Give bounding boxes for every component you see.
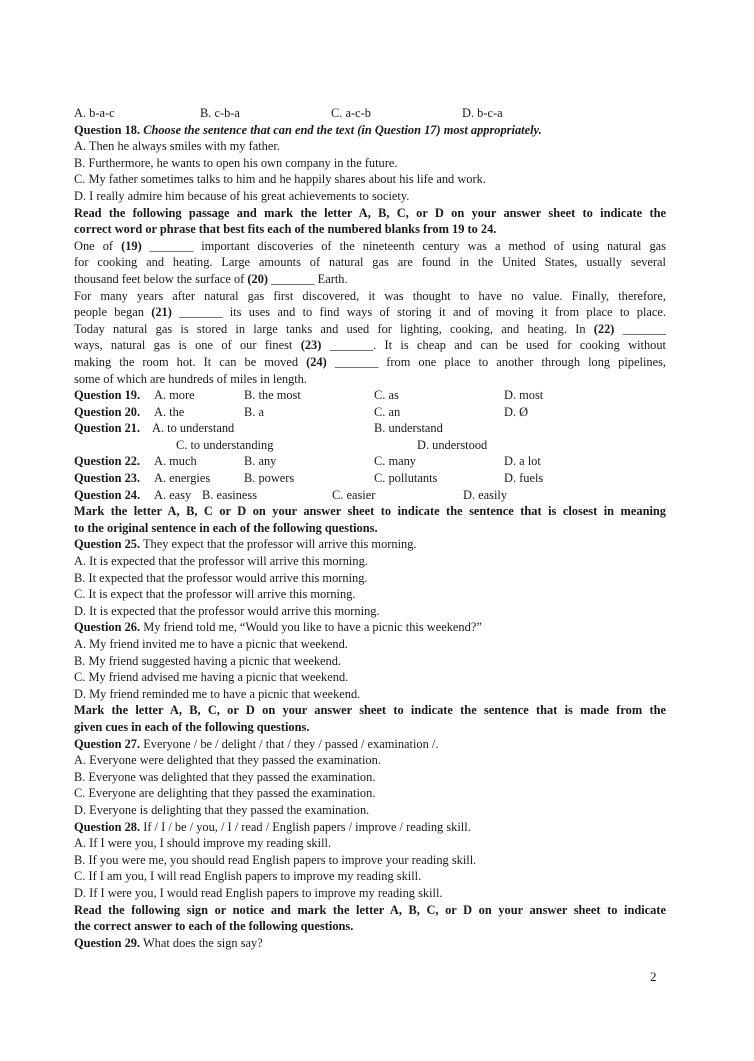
q25-option-b: B. It expected that the professor would arrive this morning. xyxy=(74,570,368,585)
blank-22-number: (22) xyxy=(593,321,615,336)
q23-row xyxy=(74,470,666,487)
passage-line-4: For many years after natural gas first discovered, it was thought to have no value. Finally, therefore, xyxy=(74,288,666,303)
q26-option-c: C. My friend advised me having a picnic that weekend. xyxy=(74,670,349,685)
passage-line-5 xyxy=(74,304,666,321)
closest-instruction-line-1: Mark the letter A, B, C or D on your answer sheet to indicate the sentence that is closest in meaning xyxy=(74,504,666,519)
q19-option-b: B. the most xyxy=(244,388,301,403)
q24-option-a: A. easy xyxy=(154,487,192,502)
q20-row xyxy=(74,404,666,421)
q22-option-a: A. much xyxy=(154,454,197,469)
passage-text: _______ Earth. xyxy=(268,271,348,286)
passage-line-1 xyxy=(74,238,666,255)
passage-line-8 xyxy=(74,354,666,371)
q26-option-b: B. My friend suggested having a picnic that weekend. xyxy=(74,653,342,668)
q18-option-d: D. I really admire him because of his great achievements to society. xyxy=(74,188,410,203)
passage-line-9: some of which are hundreds of miles in length. xyxy=(74,371,307,386)
passage-text: One of xyxy=(74,238,122,253)
q26-option-a: A. My friend invited me to have a picnic that weekend. xyxy=(74,637,348,651)
q21-row-2 xyxy=(74,437,666,454)
q17-option-b: B. c-b-a xyxy=(200,106,240,120)
passage-line-2: for cooking and heating. Large amounts of natural gas are found in the United States, usually several xyxy=(74,255,666,270)
q21-label: Question 21. xyxy=(74,421,141,436)
q26-header xyxy=(74,619,666,636)
q19-row xyxy=(74,387,666,404)
passage-instruction-line-1: Read the following passage and mark the letter A, B, C, or D on your answer sheet to indicate the xyxy=(74,205,666,220)
blank-21-number: (21) xyxy=(151,305,172,320)
q22-label: Question 22. xyxy=(74,454,141,469)
q27-stem: Everyone / be / delight / that / they / passed / examination /. xyxy=(143,736,439,751)
q20-option-d: D. Ø xyxy=(504,404,529,419)
passage-line-6 xyxy=(74,321,666,338)
q17-options xyxy=(74,105,666,122)
q25-option-c: C. It is expect that the professor will arrive this morning. xyxy=(74,587,356,602)
q26-stem: My friend told me, “Would you like to have a picnic this weekend?” xyxy=(143,620,482,635)
q20-option-a: A. the xyxy=(154,404,185,419)
q27-option-a: A. Everyone were delighted that they passed the examination. xyxy=(74,753,381,768)
q18-label: Question 18. xyxy=(74,122,141,137)
q18-header xyxy=(74,122,666,139)
q27-header xyxy=(74,736,666,753)
q18-option-c: C. My father sometimes talks to him and he happily shares about his life and work. xyxy=(74,172,486,187)
q29-stem: What does the sign say? xyxy=(142,935,263,950)
q18-option-b: B. Furthermore, he wants to open his own company in the future. xyxy=(74,155,398,170)
q28-option-a: A. If I were you, I should improve my reading skill. xyxy=(74,836,332,851)
blank-19-number: (19) xyxy=(121,238,142,253)
q25-label: Question 25. xyxy=(74,537,141,552)
q22-row xyxy=(74,453,666,470)
passage-text: making the room hot. It can be moved xyxy=(74,354,307,369)
passage-line-7 xyxy=(74,337,666,354)
q22-option-d: D. a lot xyxy=(504,454,541,469)
q20-label: Question 20. xyxy=(74,404,141,419)
q26-option-d: D. My friend reminded me to have a picnic that weekend. xyxy=(74,686,361,701)
passage-text: _______ its uses and to find ways of storing it and of moving it from place to place. xyxy=(171,305,666,320)
q21-option-a: A. to understand xyxy=(152,421,235,436)
q25-stem: They expect that the professor will arrive this morning. xyxy=(142,537,417,552)
q25-option-a: A. It is expected that the professor will arrive this morning. xyxy=(74,554,368,569)
q24-option-d: D. easily xyxy=(463,487,508,502)
q19-label: Question 19. xyxy=(74,388,141,403)
passage-line-3 xyxy=(74,271,666,288)
q19-option-d: D. most xyxy=(504,388,544,403)
q18-prompt: Choose the sentence that can end the text (in Question 17) most appropriately. xyxy=(143,122,542,137)
q29-label: Question 29. xyxy=(74,935,141,950)
q19-option-c: C. as xyxy=(374,388,399,403)
passage-text: ways, natural gas is one of our finest xyxy=(74,338,301,353)
page-number: 2 xyxy=(650,969,657,984)
blank-20-number: (20) xyxy=(247,271,269,286)
passage-text: Today natural gas is stored in large tanks and used for lighting, cooking, and heating. In xyxy=(74,321,594,336)
q27-option-c: C. Everyone are delighting that they passed the examination. xyxy=(74,786,376,801)
passage-text: _______ important discoveries of the nineteenth century was a method of using natural gas xyxy=(141,238,666,253)
closest-instruction-line-2: to the original sentence in each of the following questions. xyxy=(74,520,378,535)
q23-label: Question 23. xyxy=(74,471,141,486)
passage-text: _______. It is cheap and can be used for cooking without xyxy=(321,338,666,353)
passage-text: thousand feet below the surface of xyxy=(74,271,248,286)
q23-option-a: A. energies xyxy=(154,471,211,486)
q21-option-c: C. to understanding xyxy=(176,437,274,452)
q24-option-c: C. easier xyxy=(332,487,376,502)
blank-23-number: (23) xyxy=(300,338,322,353)
sign-instruction-line-1: Read the following sign or notice and mark the letter A, B, C, or D on your answer sheet to indicate xyxy=(74,902,666,917)
q28-label: Question 28. xyxy=(74,819,141,834)
q27-option-d: D. Everyone is delighting that they passed the examination. xyxy=(74,802,370,817)
q23-option-b: B. powers xyxy=(244,471,295,486)
q23-option-c: C. pollutants xyxy=(374,471,438,486)
q22-option-c: C. many xyxy=(374,454,416,469)
q24-row xyxy=(74,487,666,504)
cues-instruction-line-2: given cues in each of the following questions. xyxy=(74,719,310,734)
q17-option-c: C. a-c-b xyxy=(331,106,371,120)
q28-stem: If / I / be / you, / I / read / English papers / improve / reading skill. xyxy=(143,819,471,834)
q21-option-d: D. understood xyxy=(417,437,488,452)
q25-header xyxy=(74,536,666,553)
q26-label: Question 26. xyxy=(74,620,141,635)
sign-instruction-line-2: the correct answer to each of the following questions. xyxy=(74,919,354,934)
q23-option-d: D. fuels xyxy=(504,471,544,486)
passage-text: _______ from one place to another through long pipelines, xyxy=(326,354,666,369)
q19-option-a: A. more xyxy=(154,388,195,403)
q28-option-d: D. If I were you, I would read English papers to improve my reading skill. xyxy=(74,885,443,900)
q29-header xyxy=(74,935,666,952)
q24-label: Question 24. xyxy=(74,487,141,502)
q24-option-b: B. easiness xyxy=(202,487,258,502)
q27-option-b: B. Everyone was delighted that they passed the examination. xyxy=(74,769,376,784)
passage-text: people began xyxy=(74,305,152,320)
q17-option-a: A. b-a-c xyxy=(74,106,115,120)
q27-label: Question 27. xyxy=(74,736,141,751)
q18-option-a: A. Then he always smiles with my father. xyxy=(74,139,280,154)
cues-instruction-line-1: Mark the letter A, B, C, or D on your answer sheet to indicate the sentence that is made from the xyxy=(74,703,666,718)
q22-option-b: B. any xyxy=(244,454,277,469)
passage-text: _______ xyxy=(614,321,667,336)
q25-option-d: D. It is expected that the professor would arrive this morning. xyxy=(74,603,380,618)
q17-option-d: D. b-c-a xyxy=(462,106,503,120)
q20-option-c: C. an xyxy=(374,404,401,419)
q21-row-1 xyxy=(74,420,666,437)
q28-option-b: B. If you were me, you should read English papers to improve your reading skill. xyxy=(74,852,477,867)
q20-option-b: B. a xyxy=(244,404,264,419)
blank-24-number: (24) xyxy=(306,354,327,369)
q28-option-c: C. If I am you, I will read English papers to improve my reading skill. xyxy=(74,869,422,884)
q28-header xyxy=(74,819,666,836)
exam-page xyxy=(74,105,666,951)
passage-instruction-line-2: correct word or phrase that best fits each of the numbered blanks from 19 to 24. xyxy=(74,222,497,237)
q21-option-b: B. understand xyxy=(374,421,443,436)
